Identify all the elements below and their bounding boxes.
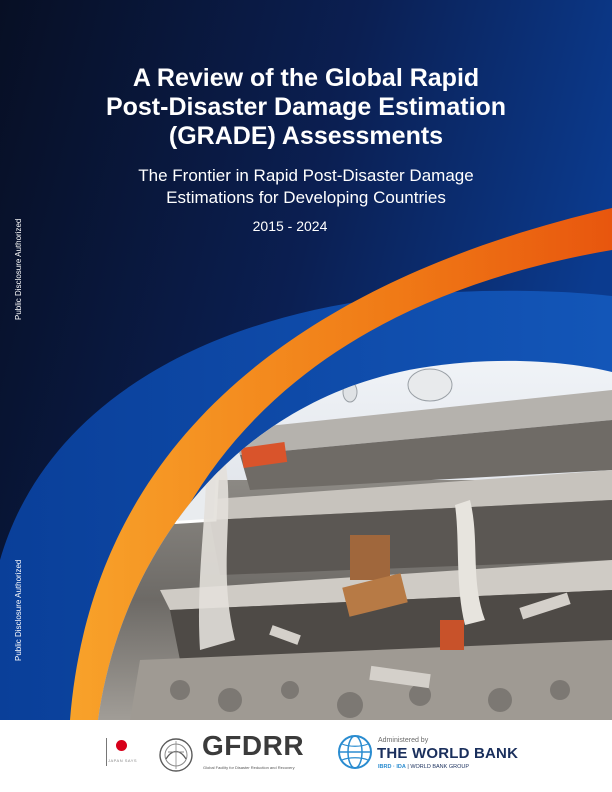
world-bank-wordmark: THE WORLD BANK: [377, 745, 519, 762]
subtitle-line: The Frontier in Rapid Post-Disaster Damage: [138, 166, 474, 185]
gfdrr-tagline: Global Facility for Disaster Reduction and Recovery: [203, 765, 295, 770]
report-subtitle: [60, 165, 552, 209]
title-line: Post-Disaster Damage Estimation: [105, 93, 507, 121]
title-line: (GRADE) Assessments: [168, 122, 444, 150]
japan-divider: [106, 738, 107, 766]
world-bank-globe-icon: [337, 734, 373, 770]
wb-administered-by: Administered by: [378, 737, 429, 744]
year-range: 2015 - 2024: [252, 218, 328, 234]
japan-logo: [100, 736, 142, 776]
side-label-lower: Public Disclosure Authorized: [14, 559, 23, 661]
title-line: A Review of the Global Rapid: [132, 64, 480, 92]
wb-group: WORLD BANK GROUP: [410, 764, 469, 770]
gfdrr-wordmark: GFDRR: [202, 730, 305, 761]
footer-logo-band: [0, 720, 612, 792]
wb-ibrd-ida: IBRD · IDA: [378, 764, 406, 770]
report-title: [30, 64, 582, 151]
subtitle-line: Estimations for Developing Countries: [166, 188, 446, 207]
wb-subline: IBRD · IDA | WORLD BANK GROUP: [378, 764, 469, 770]
japan-logo-text: JAPAN SAYS: [108, 758, 138, 763]
side-label-upper: Public Disclosure Authorized: [14, 218, 23, 320]
gfdrr-emblem-icon: [158, 737, 194, 773]
japan-flag-icon: [116, 740, 127, 751]
